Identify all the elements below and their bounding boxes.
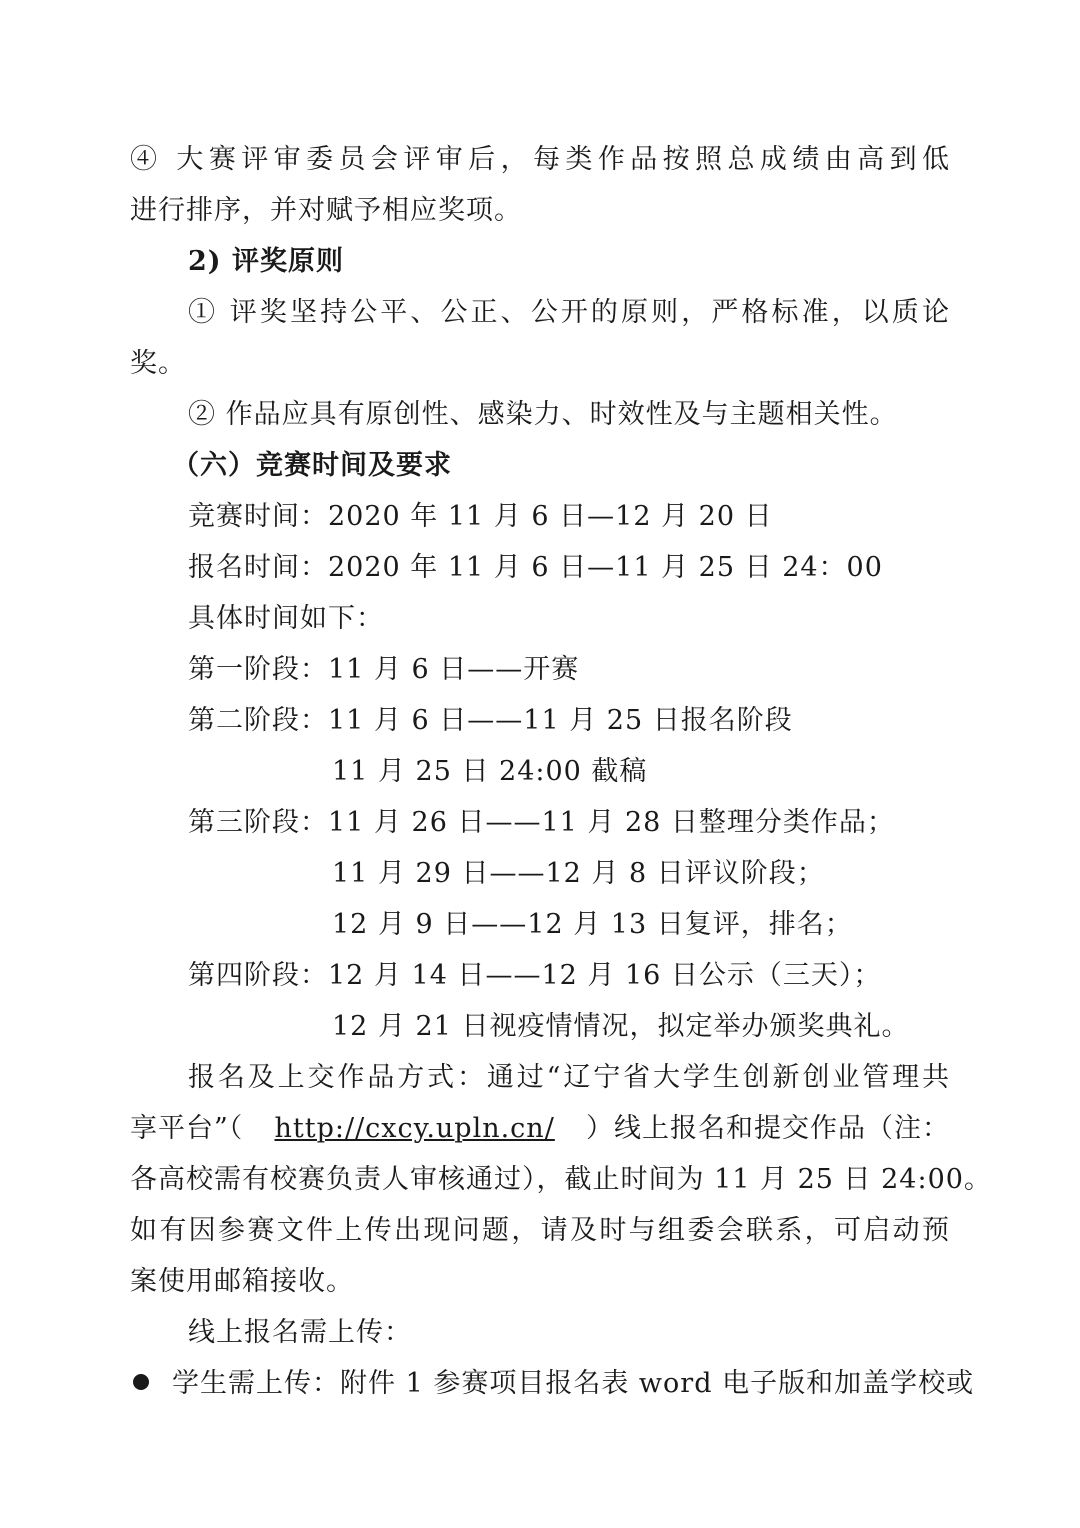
online-upload-intro: 线上报名需上传：: [188, 1317, 412, 1348]
bullet-dot-icon: [133, 1374, 149, 1390]
submission-line-3: 各高校需有校赛负责人审核通过），截止时间为 11 月 25 日 24:00。: [130, 1164, 992, 1195]
schedule-stage-3-cont-1: 11 月 29 日——12 月 8 日评议阶段；: [332, 858, 825, 889]
principle-1-line-2: 奖。: [130, 348, 186, 379]
submission-line-2: [130, 1111, 950, 1147]
schedule-stage-2-cont: 11 月 25 日 24:00 截稿: [332, 756, 648, 787]
schedule-stage-1: 第一阶段：11 月 6 日——开赛: [188, 654, 580, 685]
section-6-heading: （六）竞赛时间及要求: [172, 450, 452, 481]
item-4-line-2: 进行排序，并对赋予相应奖项。: [130, 195, 522, 226]
submission-line-2-pre: 享平台”（: [130, 1113, 244, 1144]
submission-line-1: 报名及上交作品方式：通过“辽宁省大学生创新创业管理共: [188, 1062, 950, 1093]
schedule-stage-4: 第四阶段：12 月 14 日——12 月 16 日公示（三天）；: [188, 960, 882, 991]
schedule-stage-3-cont-2: 12 月 9 日——12 月 13 日复评，排名；: [332, 909, 853, 940]
principle-1-line-1: ① 评奖坚持公平、公正、公开的原则，严格标准，以质论: [188, 297, 950, 328]
submission-line-5: 案使用邮箱接收。: [130, 1266, 354, 1297]
submission-line-2-post: ）线上报名和提交作品（注：: [586, 1113, 950, 1144]
principle-2: ② 作品应具有原创性、感染力、时效性及与主题相关性。: [188, 399, 898, 430]
schedule-intro: 具体时间如下：: [188, 603, 384, 634]
principles-heading: 2) 评奖原则: [188, 246, 344, 277]
signup-time: 报名时间：2020 年 11 月 6 日—11 月 25 日 24：00: [188, 552, 883, 583]
platform-link[interactable]: http://cxcy.upln.cn/: [274, 1113, 555, 1144]
schedule-stage-3: 第三阶段：11 月 26 日——11 月 28 日整理分类作品；: [188, 807, 895, 838]
submission-line-4: 如有因参赛文件上传出现问题，请及时与组委会联系，可启动预: [130, 1215, 950, 1246]
schedule-stage-2: 第二阶段：11 月 6 日——11 月 25 日报名阶段: [188, 705, 793, 736]
online-upload-bullet-1: 学生需上传：附件 1 参赛项目报名表 word 电子版和加盖学校或: [172, 1368, 975, 1399]
contest-time: 竞赛时间：2020 年 11 月 6 日—12 月 20 日: [188, 501, 773, 532]
schedule-stage-4-cont: 12 月 21 日视疫情情况，拟定举办颁奖典礼。: [332, 1011, 910, 1042]
item-4-line-1: ④ 大赛评审委员会评审后，每类作品按照总成绩由高到低: [130, 144, 950, 175]
